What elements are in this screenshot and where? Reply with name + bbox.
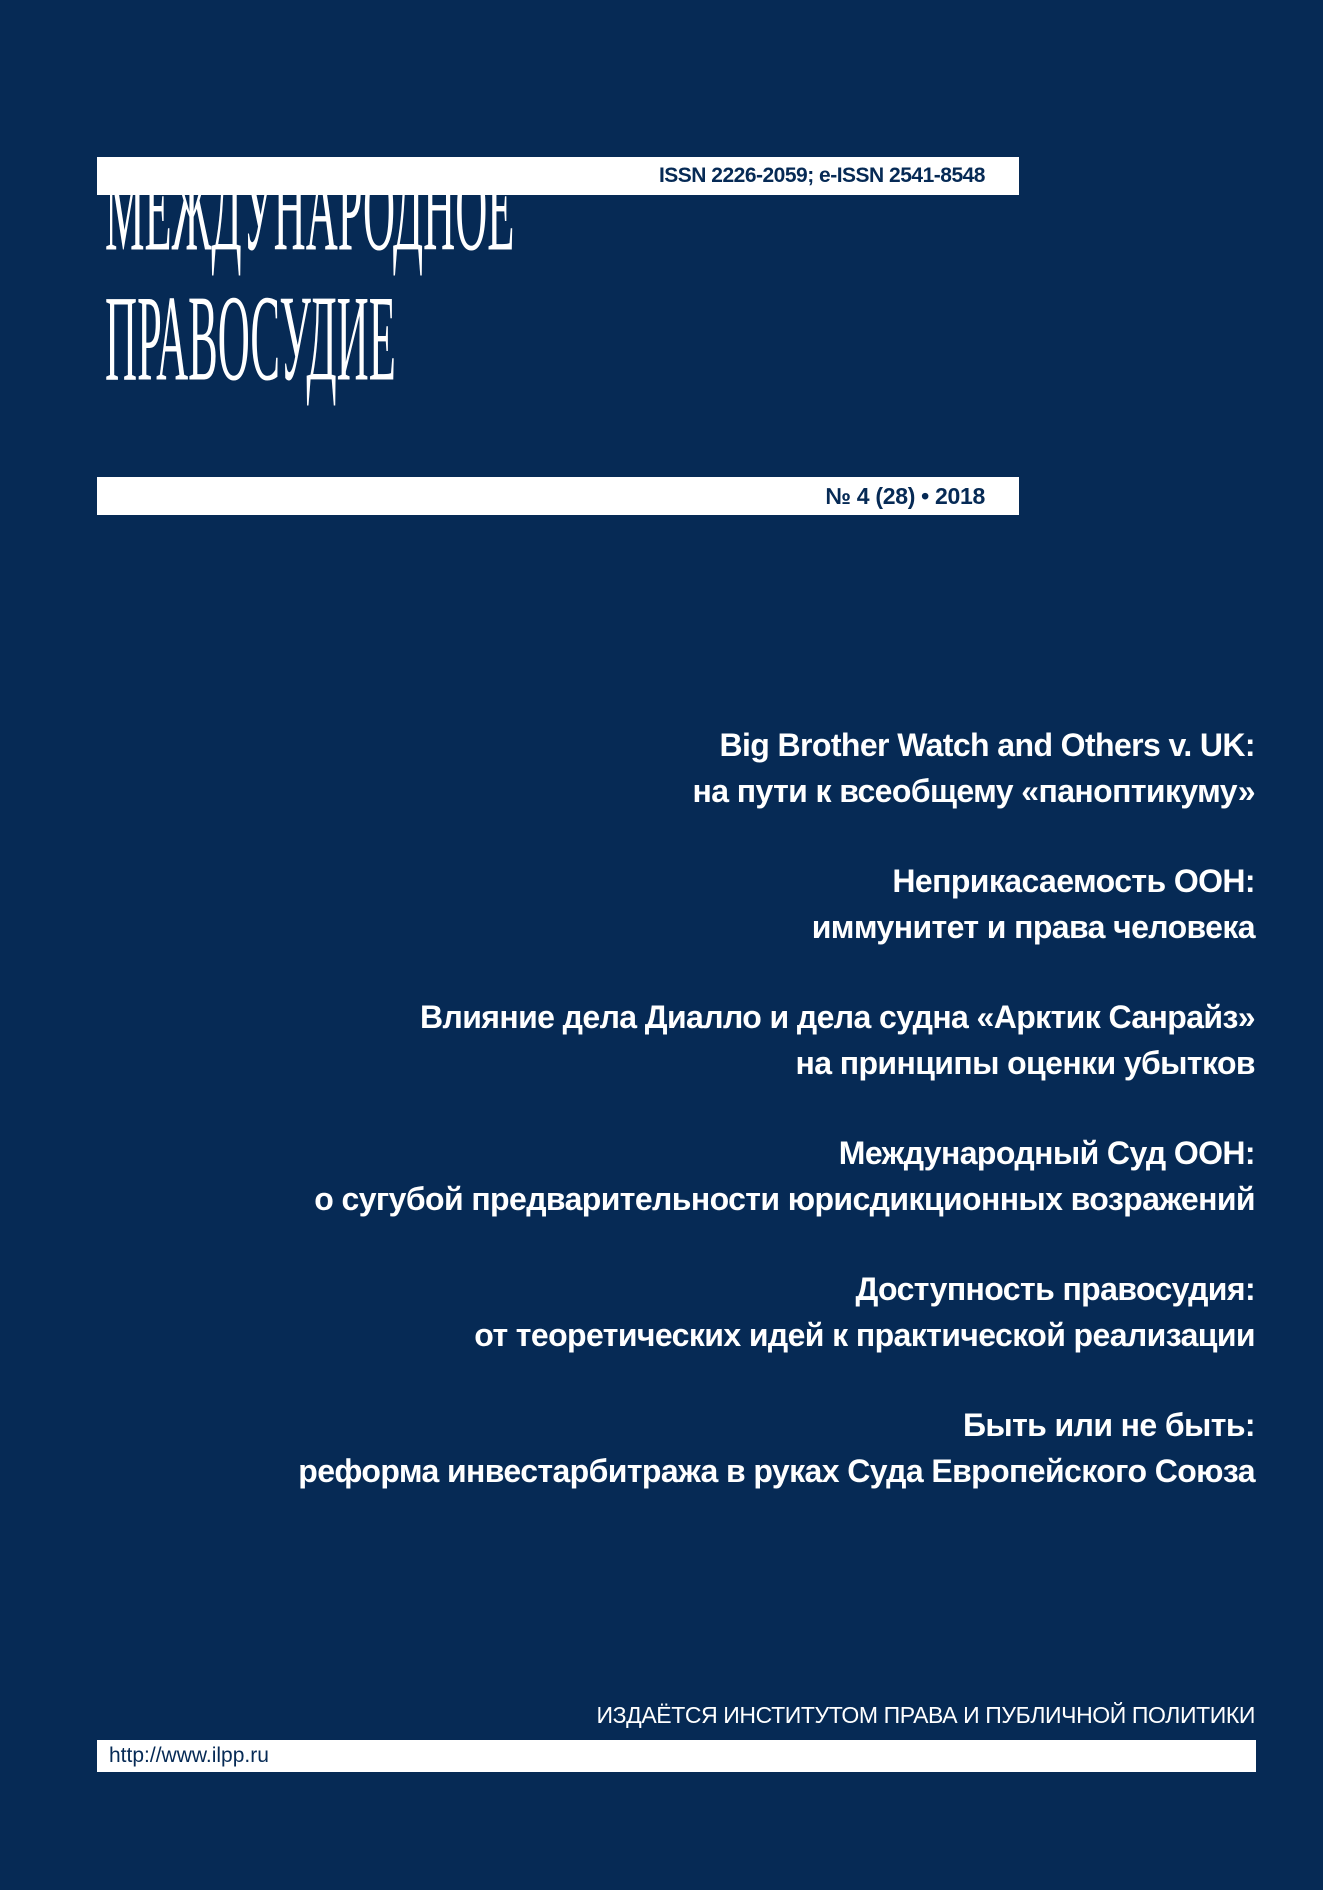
article-list <box>155 722 1255 1538</box>
article-title: Big Brother Watch and Others v. UK: <box>719 727 1255 763</box>
article-title: Международный Суд ООН: <box>838 1135 1255 1171</box>
article-item <box>155 994 1255 1086</box>
article-subtitle: от теоретических идей к практической реализации <box>474 1317 1255 1353</box>
issue-number: № 4 (28) • 2018 <box>825 482 985 509</box>
article-subtitle: о сугубой предварительности юрисдикционных возражений <box>314 1181 1255 1217</box>
article-title: Доступность правосудия: <box>855 1271 1255 1307</box>
article-title: Влияние дела Диалло и дела судна «Арктик Санрайз» <box>419 999 1255 1035</box>
article-item <box>155 1402 1255 1494</box>
article-title: Быть или не быть: <box>962 1407 1255 1443</box>
issue-bar <box>97 477 1019 515</box>
issn-text: ISSN 2226-2059; e-ISSN 2541-8548 <box>658 164 985 187</box>
website-link[interactable]: http://www.ilpp.ru <box>109 1744 269 1767</box>
journal-title-line-1: МЕЖДУНАРОДНОЕ <box>105 140 515 277</box>
article-subtitle: на пути к всеобщему «паноптикуму» <box>692 773 1255 809</box>
publisher-line: ИЗДАЁТСЯ ИНСТИТУТОМ ПРАВА И ПУБЛИЧНОЙ ПОЛИТИКИ <box>596 1702 1255 1728</box>
article-item <box>155 1266 1255 1358</box>
journal-title-line-2: ПРАВОСУДИЕ <box>105 270 396 407</box>
website-bar <box>97 1740 1256 1772</box>
article-subtitle: реформа инвестарбитража в руках Суда Европейского Союза <box>298 1453 1255 1489</box>
article-subtitle: на принципы оценки убытков <box>795 1045 1255 1081</box>
article-item <box>155 722 1255 814</box>
article-subtitle: иммунитет и права человека <box>811 909 1255 945</box>
article-item <box>155 1130 1255 1222</box>
article-title: Неприкасаемость ООН: <box>892 863 1255 899</box>
article-item <box>155 858 1255 950</box>
